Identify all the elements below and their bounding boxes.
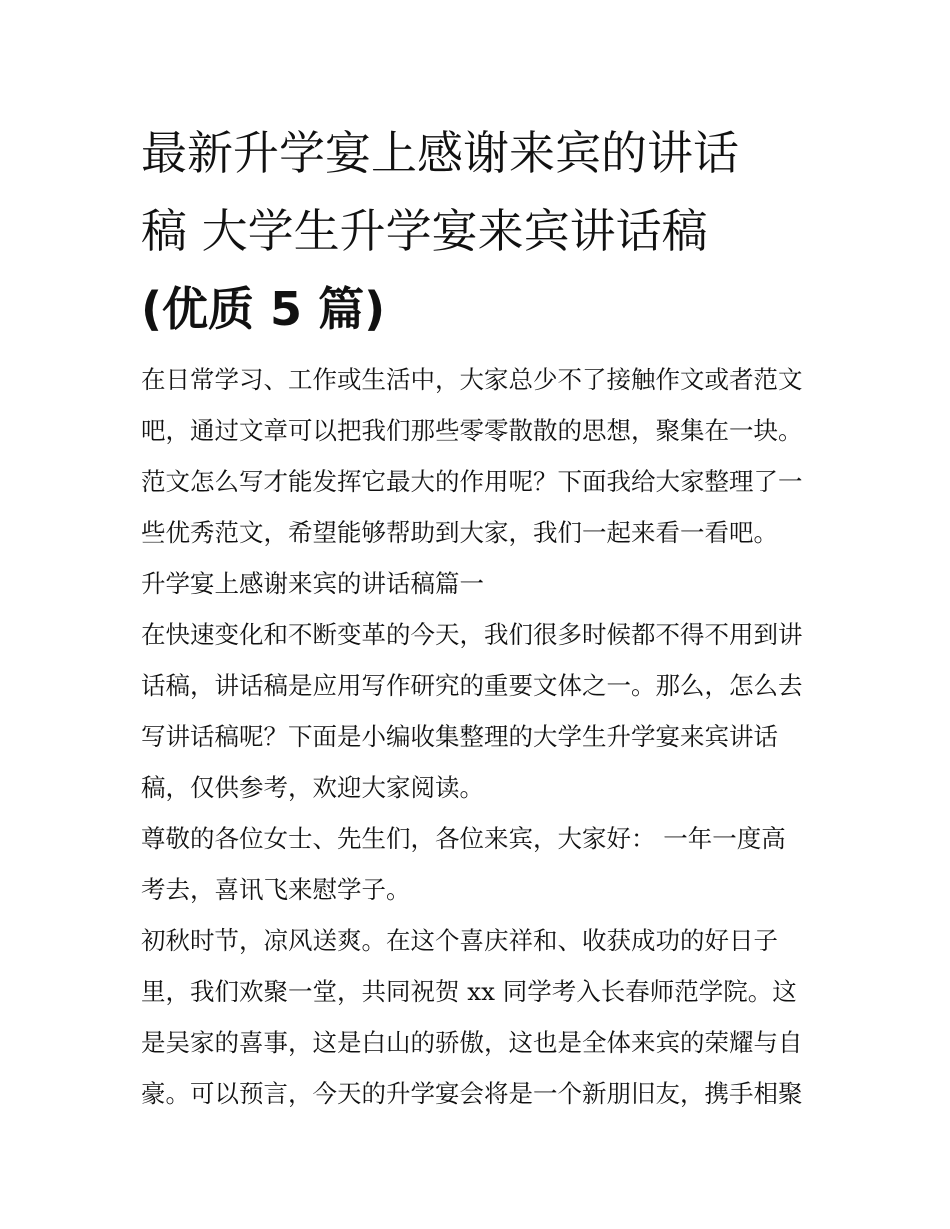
text-line: 写讲话稿呢？下面是小编收集整理的大学生升学宴来宾讲话 [141,722,778,751]
document-title [141,114,813,348]
text-line: 里，我们欢聚一堂，共同祝贺 xx 同学考入长春师范学院。这 [141,977,797,1006]
text-line: 考去，喜讯飞来慰学子。 [141,875,411,904]
title-line-3-prefix: (优质 [141,282,255,336]
text-line: 在日常学习、工作或生活中，大家总少不了接触作文或者范文 [141,365,803,394]
text-line: 尊敬的各位女士、先生们，各位来宾，大家好： 一年一度高 [141,824,786,853]
text-line: 在快速变化和不断变革的今天，我们很多时候都不得不用到讲 [141,620,803,649]
paragraph-intro [141,354,813,558]
paragraph-greeting [141,813,813,915]
document-body [141,354,813,1119]
text-line: 初秋时节，凉风送爽。在这个喜庆祥和、收获成功的好日子 [141,926,778,955]
text-line: 豪。可以预言，今天的升学宴会将是一个新朋旧友，携手相聚 [141,1079,803,1108]
paragraph-context [141,609,813,813]
text-line: 稿，仅供参考，欢迎大家阅读。 [141,773,484,802]
section-heading [141,558,813,609]
title-line-3-number: 5 [254,282,319,336]
text-line: 吧，通过文章可以把我们那些零零散散的思想，聚集在一块。 [141,416,803,445]
title-line-1: 最新升学宴上感谢来宾的讲话 [141,126,739,180]
title-line-3-suffix: 篇) [318,282,386,336]
title-line-3 [141,270,813,348]
text-line: 升学宴上感谢来宾的讲话稿篇一 [141,569,484,598]
text-line: 范文怎么写才能发挥它最大的作用呢？下面我给大家整理了一 [141,467,803,496]
text-line: 话稿，讲话稿是应用写作研究的重要文体之一。那么，怎么去 [141,671,803,700]
paragraph-speech [141,915,813,1119]
title-line-2: 稿 大学生升学宴来宾讲话稿 [141,204,708,258]
text-line: 些优秀范文，希望能够帮助到大家，我们一起来看一看吧。 [141,518,778,547]
document-page [141,114,813,1119]
text-line: 是吴家的喜事，这是白山的骄傲，这也是全体来宾的荣耀与自 [141,1028,803,1057]
